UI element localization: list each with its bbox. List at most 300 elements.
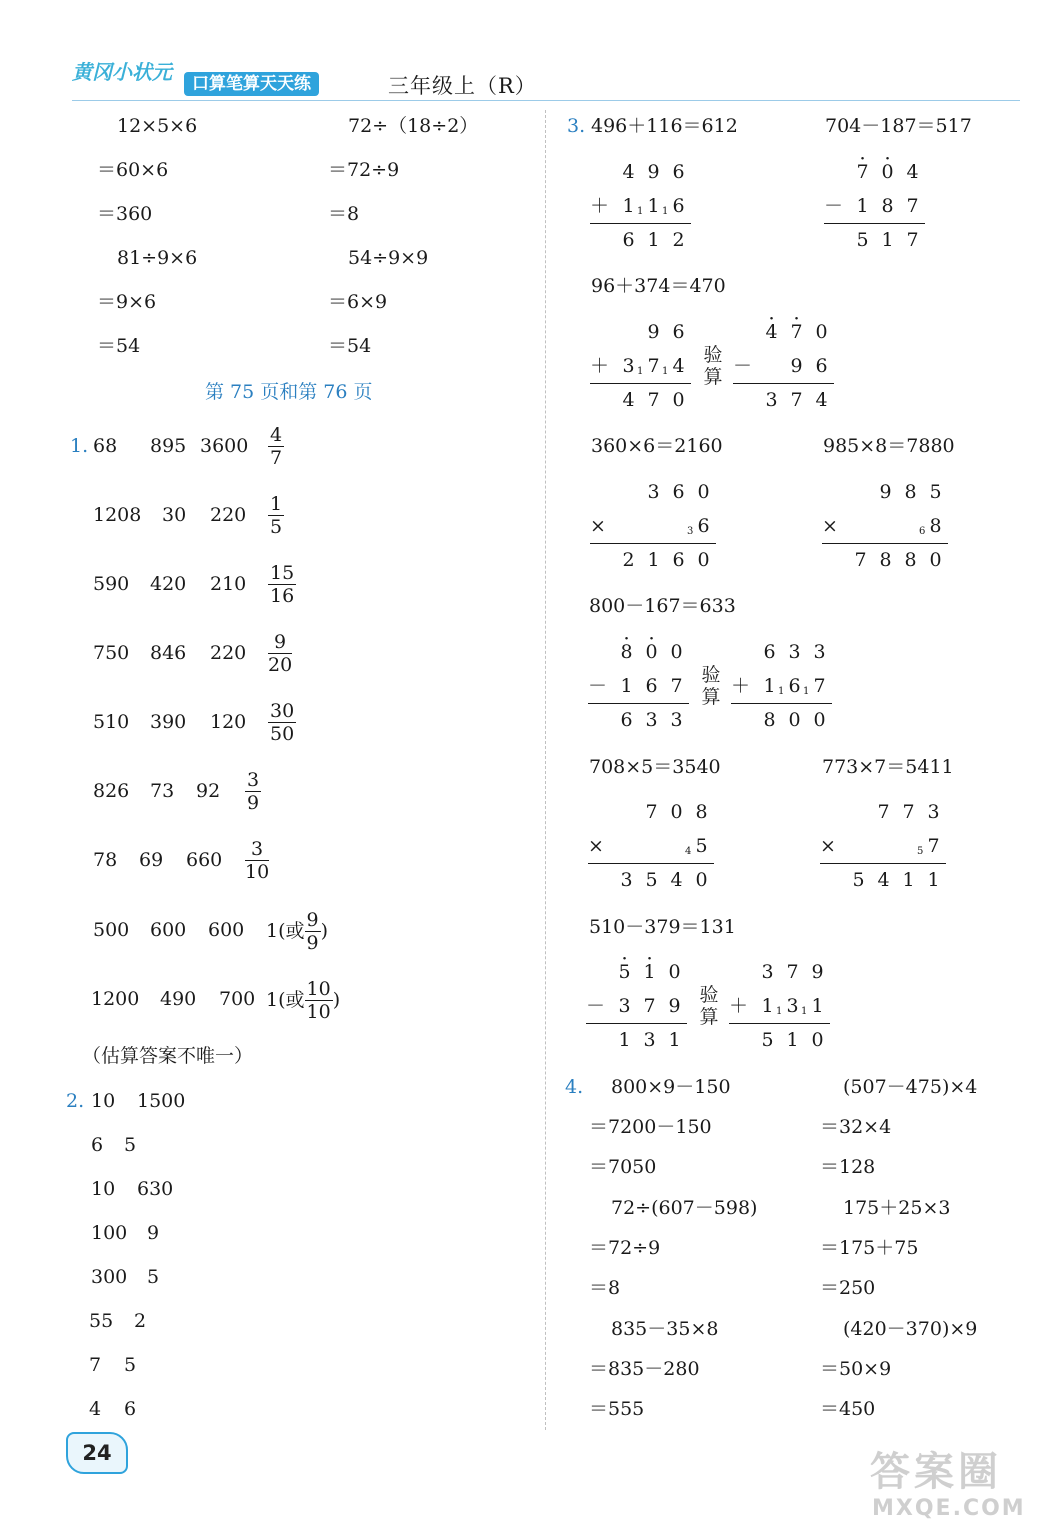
calc-digit: 7 xyxy=(645,801,658,823)
eq-708-times-5: 708×5＝3540 xyxy=(589,756,721,778)
calc-digit: 4 xyxy=(622,389,635,411)
q2-value: 5 xyxy=(124,1134,137,1156)
calc-operator: ＋ xyxy=(590,195,610,217)
eq-704-minus-187: 704－187＝517 xyxy=(825,115,972,137)
vertical-calc-e8 xyxy=(820,795,946,897)
calc-digit: 9 xyxy=(879,481,892,503)
carry-mark: 1 xyxy=(778,686,785,697)
calc-digit: 0 xyxy=(697,549,710,571)
vertical-calc-e7 xyxy=(588,795,714,897)
q4-label: 4. xyxy=(565,1076,584,1098)
q1-value: 210 xyxy=(210,573,247,595)
q1-value: 660 xyxy=(186,849,223,871)
q4c-line2: ＝72÷9 xyxy=(589,1237,661,1259)
calc-digit: 6 1 xyxy=(662,195,685,217)
fraction-numerator: 15 xyxy=(270,562,295,584)
calc-digit: 5 xyxy=(761,1029,774,1051)
calc-digit: 0 xyxy=(811,1029,824,1051)
calc-row xyxy=(731,669,832,703)
calc-digit: 0 xyxy=(670,801,683,823)
calc-digit: 4 xyxy=(906,161,919,183)
calc-operator: － xyxy=(588,675,608,697)
calc-row xyxy=(822,475,948,509)
calc-digit: 4 1 xyxy=(662,355,685,377)
q2-value: 5 xyxy=(124,1354,137,1376)
expr-d-line3: ＝54 xyxy=(328,335,372,357)
eq-510-minus-379: 510－379＝131 xyxy=(589,916,736,938)
calc-digit: 1 1 xyxy=(801,995,824,1017)
calc-digit: 6 1 xyxy=(778,675,801,697)
q4d-line1: 175＋25×3 xyxy=(843,1197,951,1219)
header-rule xyxy=(72,100,1020,101)
q1-value: 700 xyxy=(219,988,256,1010)
watermark-url: MXQE.COM xyxy=(872,1496,1026,1521)
expr-c-line1: 81÷9×6 xyxy=(117,247,198,269)
vertical-calc-e1 xyxy=(590,155,691,257)
calc-row xyxy=(588,829,714,863)
expr-c-line2: ＝9×6 xyxy=(97,291,157,313)
eq-496-plus-116: 496＋116＝612 xyxy=(591,115,738,137)
calc-digit: · 7 xyxy=(784,315,809,349)
calc-operator: ＋ xyxy=(731,675,751,697)
calc-digit: · 4 xyxy=(759,315,784,349)
calc-digit: 6 xyxy=(622,229,635,251)
vertical-calc-e6 xyxy=(731,635,832,737)
q2-label: 2. xyxy=(66,1090,85,1112)
verify-char: 验 xyxy=(699,984,719,1006)
calc-row xyxy=(820,829,946,863)
carry-mark: 1 xyxy=(803,686,810,697)
carry-mark: 1 xyxy=(776,1006,783,1017)
alt-suffix: ) xyxy=(320,920,329,942)
fraction-denominator: 20 xyxy=(268,654,293,676)
fraction-denominator: 10 xyxy=(306,1000,331,1023)
calc-digit: 1 xyxy=(927,869,940,891)
eq-985-times-8: 985×8＝7880 xyxy=(823,435,955,457)
calc-digit: 8 6 xyxy=(919,515,942,537)
calc-digit: 9 xyxy=(790,355,803,377)
calc-digit: 1 xyxy=(786,1029,799,1051)
calc-digit: 0 xyxy=(929,549,942,571)
q1-value: 846 xyxy=(150,642,187,664)
q2-value: 300 xyxy=(91,1266,128,1288)
calc-row xyxy=(590,189,691,223)
calc-digit: 7 1 xyxy=(803,675,826,697)
calc-operator: ＋ xyxy=(590,355,610,377)
calc-row xyxy=(733,349,834,383)
calc-digit: 0 xyxy=(788,709,801,731)
calc-digit: 1 xyxy=(618,1029,631,1051)
expr-c-line3: ＝54 xyxy=(97,335,141,357)
calc-row xyxy=(586,955,687,989)
q1-value: 490 xyxy=(160,988,197,1010)
q1-fraction xyxy=(245,769,261,814)
fraction-numerator: 4 xyxy=(270,424,283,446)
calc-digit: · 8 xyxy=(614,635,639,669)
calc-digit: 3 xyxy=(622,355,635,377)
calc-row xyxy=(586,1023,687,1057)
fraction-denominator: 16 xyxy=(270,585,295,607)
calc-row xyxy=(824,223,925,257)
q4a-line3: ＝7050 xyxy=(589,1156,657,1178)
eq-96-plus-374: 96＋374＝470 xyxy=(591,275,726,297)
calc-digit: 4 xyxy=(622,161,635,183)
calc-row xyxy=(822,543,948,577)
calc-digit: 7 xyxy=(854,549,867,571)
calc-row xyxy=(590,543,716,577)
q4e-line1: 835－35×8 xyxy=(611,1318,719,1340)
q2-value: 1500 xyxy=(137,1090,186,1112)
calc-digit: 1 xyxy=(647,549,660,571)
verify-char: 验 xyxy=(701,664,721,686)
q1-fraction xyxy=(245,838,269,883)
calc-operator: × xyxy=(588,835,604,857)
fraction-numerator: 9 xyxy=(268,631,292,654)
q1-fraction xyxy=(268,562,296,607)
column-divider xyxy=(545,110,546,1430)
calc-operator: × xyxy=(820,835,836,857)
fraction-numerator: 9 xyxy=(306,908,319,931)
q1-label: 1. xyxy=(70,435,89,457)
calc-row xyxy=(588,669,689,703)
q2-value: 7 xyxy=(89,1354,102,1376)
q3-label: 3. xyxy=(567,115,586,137)
q1-value: 500 xyxy=(93,919,130,941)
calc-digit: 3 xyxy=(761,961,774,983)
calc-digit: 1 xyxy=(881,229,894,251)
calc-row xyxy=(729,1023,830,1057)
q1-value: 92 xyxy=(196,780,221,802)
calc-row xyxy=(590,223,691,257)
eq-800-minus-167: 800－167＝633 xyxy=(589,595,736,617)
q1-fraction xyxy=(268,700,296,745)
expr-d-line1: 54÷9×9 xyxy=(348,247,429,269)
q2-value: 9 xyxy=(147,1222,160,1244)
verify-label xyxy=(702,344,724,388)
watermark-logo: 答案圈 xyxy=(870,1449,1002,1495)
calc-row xyxy=(733,383,834,417)
calc-digit: 3 xyxy=(670,709,683,731)
q1-value: 120 xyxy=(210,711,247,733)
alt-prefix: 1(或 xyxy=(266,920,305,942)
vertical-calc-e5 xyxy=(822,475,948,577)
calc-operator: × xyxy=(590,515,606,537)
calc-digit: 0 xyxy=(813,709,826,731)
calc-digit: 1 1 xyxy=(637,195,660,217)
calc-row xyxy=(590,155,691,189)
q2-value: 10 xyxy=(91,1178,116,1200)
q4b-line2: ＝32×4 xyxy=(820,1116,892,1138)
q4f-line1: (420－370)×9 xyxy=(843,1318,978,1340)
calc-operator: ＋ xyxy=(729,995,749,1017)
calc-digit: 0 xyxy=(697,481,710,503)
carry-mark: 1 xyxy=(662,206,669,217)
q4b-line1: (507－475)×4 xyxy=(843,1076,978,1098)
q1-note: （估算答案不唯一） xyxy=(82,1045,254,1067)
verify-char: 算 xyxy=(699,1006,719,1028)
calc-row xyxy=(731,703,832,737)
calc-digit: 6 xyxy=(763,641,776,663)
calc-digit: 1 xyxy=(647,229,660,251)
calc-row xyxy=(820,863,946,897)
q2-value: 10 xyxy=(91,1090,116,1112)
calc-digit: 6 xyxy=(672,161,685,183)
expr-a-line2: ＝60×6 xyxy=(97,159,169,181)
vertical-calc-e3 xyxy=(733,315,834,417)
alt-suffix: ) xyxy=(332,989,341,1011)
q1-fraction xyxy=(268,493,284,538)
calc-digit: 7 xyxy=(877,801,890,823)
fraction-numerator: 3 xyxy=(247,769,260,791)
q4b-line3: ＝128 xyxy=(820,1156,876,1178)
vertical-calc-e9 xyxy=(586,955,687,1057)
q1-value: 600 xyxy=(150,919,187,941)
calc-digit: 7 xyxy=(906,229,919,251)
q2-value: 6 xyxy=(91,1134,104,1156)
verify-char: 算 xyxy=(703,366,723,388)
calc-digit: 0 xyxy=(668,961,681,983)
calc-row xyxy=(590,315,691,349)
grade-label: 三年级上（R） xyxy=(388,74,537,98)
calc-digit: 8 xyxy=(881,195,894,217)
calc-digit: 4 xyxy=(815,389,828,411)
vertical-calc-e4 xyxy=(590,475,716,577)
q1-value: 510 xyxy=(93,711,130,733)
calc-digit: 5 4 xyxy=(685,835,708,857)
carry-mark: 1 xyxy=(662,366,669,377)
calc-operator: － xyxy=(586,995,606,1017)
calc-digit: 3 1 xyxy=(776,995,799,1017)
calc-row xyxy=(586,989,687,1023)
vertical-calc-e6 xyxy=(588,635,689,737)
calc-digit: 0 xyxy=(672,389,685,411)
calc-digit: · 5 xyxy=(612,955,637,989)
q4d-line3: ＝250 xyxy=(820,1277,876,1299)
calc-digit: 7 xyxy=(647,389,660,411)
calc-digit: 3 xyxy=(647,481,660,503)
carry-mark: 5 xyxy=(917,846,924,857)
calc-digit: 7 xyxy=(906,195,919,217)
q4e-line2: ＝835－280 xyxy=(589,1358,700,1380)
calc-digit: 1 xyxy=(902,869,915,891)
calc-row xyxy=(729,955,830,989)
calc-row xyxy=(590,349,691,383)
q1-value: 600 xyxy=(208,919,245,941)
calc-digit: 9 xyxy=(668,995,681,1017)
q4f-line2: ＝50×9 xyxy=(820,1358,892,1380)
calc-digit: 1 xyxy=(622,195,635,217)
q2-value: 6 xyxy=(124,1398,137,1420)
q2-value: 5 xyxy=(147,1266,160,1288)
q1-fraction xyxy=(268,631,292,676)
calc-digit: 3 xyxy=(788,641,801,663)
calc-digit: 0 xyxy=(695,869,708,891)
calc-digit: 1 xyxy=(761,995,774,1017)
calc-digit: 8 xyxy=(904,481,917,503)
carry-mark: 1 xyxy=(801,1006,808,1017)
expr-b-line2: ＝72÷9 xyxy=(328,159,400,181)
calc-digit: 0 xyxy=(670,641,683,663)
fraction-denominator: 9 xyxy=(247,792,260,814)
calc-digit: 3 xyxy=(813,641,826,663)
q4c-line3: ＝8 xyxy=(589,1277,621,1299)
alt-fraction xyxy=(305,978,333,1023)
q1-value: 750 xyxy=(93,642,130,664)
calc-digit: 1 xyxy=(620,675,633,697)
calc-row xyxy=(588,863,714,897)
calc-digit: 5 xyxy=(645,869,658,891)
fraction-denominator: 10 xyxy=(245,861,270,883)
q2-value: 100 xyxy=(91,1222,128,1244)
carry-mark: 6 xyxy=(919,526,926,537)
calc-digit: 7 xyxy=(670,675,683,697)
q4e-line3: ＝555 xyxy=(589,1398,645,1420)
calc-digit: · 0 xyxy=(639,635,664,669)
calc-digit: 6 xyxy=(620,709,633,731)
calc-row xyxy=(822,509,948,543)
calc-row xyxy=(824,189,925,223)
calc-digit: 7 5 xyxy=(917,835,940,857)
calc-row xyxy=(590,383,691,417)
calc-digit: 9 xyxy=(647,321,660,343)
calc-digit: 7 xyxy=(790,389,803,411)
calc-digit: 2 xyxy=(672,229,685,251)
q2-value: 4 xyxy=(89,1398,102,1420)
fraction-denominator: 7 xyxy=(270,447,283,469)
q1-value: 78 xyxy=(93,849,118,871)
section-title: 第 75 页和第 76 页 xyxy=(205,381,373,403)
q1-value: 68 xyxy=(93,435,118,457)
calc-digit: · 7 xyxy=(850,155,875,189)
verify-char: 验 xyxy=(703,344,723,366)
calc-row xyxy=(588,795,714,829)
calc-digit: 7 xyxy=(643,995,656,1017)
expr-a-line1: 12×5×6 xyxy=(117,115,198,137)
verify-label xyxy=(698,984,720,1028)
alt-prefix: 1(或 xyxy=(266,989,305,1011)
calc-digit: 4 xyxy=(877,869,890,891)
q1-value: 73 xyxy=(150,780,175,802)
q4a-line2: ＝7200－150 xyxy=(589,1116,712,1138)
fraction-numerator: 10 xyxy=(306,977,331,1000)
calc-digit: 9 xyxy=(811,961,824,983)
verify-char: 算 xyxy=(701,686,721,708)
calc-digit: 6 3 xyxy=(687,515,710,537)
q1-value: 390 xyxy=(150,711,187,733)
q2-value: 2 xyxy=(134,1310,147,1332)
fraction-numerator: 30 xyxy=(270,700,295,722)
calc-digit: 3 xyxy=(645,709,658,731)
eq-773-times-7: 773×7＝5411 xyxy=(822,756,954,778)
alt-fraction xyxy=(305,909,321,954)
carry-mark: 3 xyxy=(687,526,694,537)
q1-value: 1208 xyxy=(93,504,142,526)
fraction-denominator: 5 xyxy=(270,516,283,538)
verify-label xyxy=(700,664,722,708)
carry-mark: 4 xyxy=(685,846,692,857)
calc-digit: 3 xyxy=(927,801,940,823)
calc-digit: 1 xyxy=(668,1029,681,1051)
calc-digit: 6 xyxy=(645,675,658,697)
calc-row xyxy=(588,703,689,737)
carry-mark: 1 xyxy=(637,366,644,377)
calc-row xyxy=(590,475,716,509)
calc-digit: · 1 xyxy=(637,955,662,989)
q1-value: 3600 xyxy=(200,435,249,457)
calc-digit: · 0 xyxy=(875,155,900,189)
calc-digit: 3 xyxy=(643,1029,656,1051)
calc-digit: 3 xyxy=(620,869,633,891)
q1-value: 420 xyxy=(150,573,187,595)
q1-value: 895 xyxy=(150,435,187,457)
calc-digit: 3 xyxy=(618,995,631,1017)
q2-value: 630 xyxy=(137,1178,174,1200)
logo: 黄冈小状元 xyxy=(72,60,172,84)
calc-row xyxy=(731,635,832,669)
calc-digit: 6 xyxy=(672,481,685,503)
calc-operator: － xyxy=(824,195,844,217)
q1-value: 220 xyxy=(210,504,247,526)
vertical-calc-e2 xyxy=(824,155,925,257)
q1-value: 69 xyxy=(139,849,164,871)
calc-digit: 6 xyxy=(672,321,685,343)
calc-row xyxy=(824,155,925,189)
calc-row xyxy=(729,989,830,1023)
banner-title: 口算笔算天天练 xyxy=(184,72,319,96)
calc-digit: 8 xyxy=(763,709,776,731)
calc-digit: 4 xyxy=(670,869,683,891)
calc-digit: 6 xyxy=(815,355,828,377)
calc-row xyxy=(590,509,716,543)
calc-digit: 5 xyxy=(929,481,942,503)
calc-row xyxy=(733,315,834,349)
q1-fraction-alt xyxy=(266,977,340,1023)
fraction-numerator: 1 xyxy=(270,493,283,515)
q1-fraction-alt xyxy=(266,908,328,954)
calc-digit: 6 xyxy=(672,549,685,571)
calc-digit: 1 xyxy=(856,195,869,217)
expr-d-line2: ＝6×9 xyxy=(328,291,388,313)
carry-mark: 1 xyxy=(637,206,644,217)
calc-digit: 2 xyxy=(622,549,635,571)
calc-digit: 9 xyxy=(647,161,660,183)
calc-digit: 8 xyxy=(879,549,892,571)
calc-digit: 3 xyxy=(765,389,778,411)
q4d-line2: ＝175＋75 xyxy=(820,1237,919,1259)
q1-value: 590 xyxy=(93,573,130,595)
calc-operator: － xyxy=(733,355,753,377)
eq-360-times-6: 360×6＝2160 xyxy=(591,435,723,457)
vertical-calc-e9 xyxy=(729,955,830,1057)
q4f-line3: ＝450 xyxy=(820,1398,876,1420)
calc-operator: × xyxy=(822,515,838,537)
q1-value: 220 xyxy=(210,642,247,664)
calc-digit: 0 xyxy=(815,321,828,343)
calc-digit: 7 1 xyxy=(637,355,660,377)
calc-row xyxy=(588,635,689,669)
q2-value: 55 xyxy=(89,1310,114,1332)
calc-row xyxy=(820,795,946,829)
fraction-denominator: 9 xyxy=(306,931,319,954)
fraction-denominator: 50 xyxy=(270,723,295,745)
fraction-numerator: 3 xyxy=(245,838,269,861)
q1-value: 30 xyxy=(162,504,187,526)
q1-fraction xyxy=(268,424,284,469)
calc-digit: 7 xyxy=(786,961,799,983)
q4c-line1: 72÷(607－598) xyxy=(611,1197,758,1219)
expr-a-line3: ＝360 xyxy=(97,203,153,225)
expr-b-line3: ＝8 xyxy=(328,203,360,225)
